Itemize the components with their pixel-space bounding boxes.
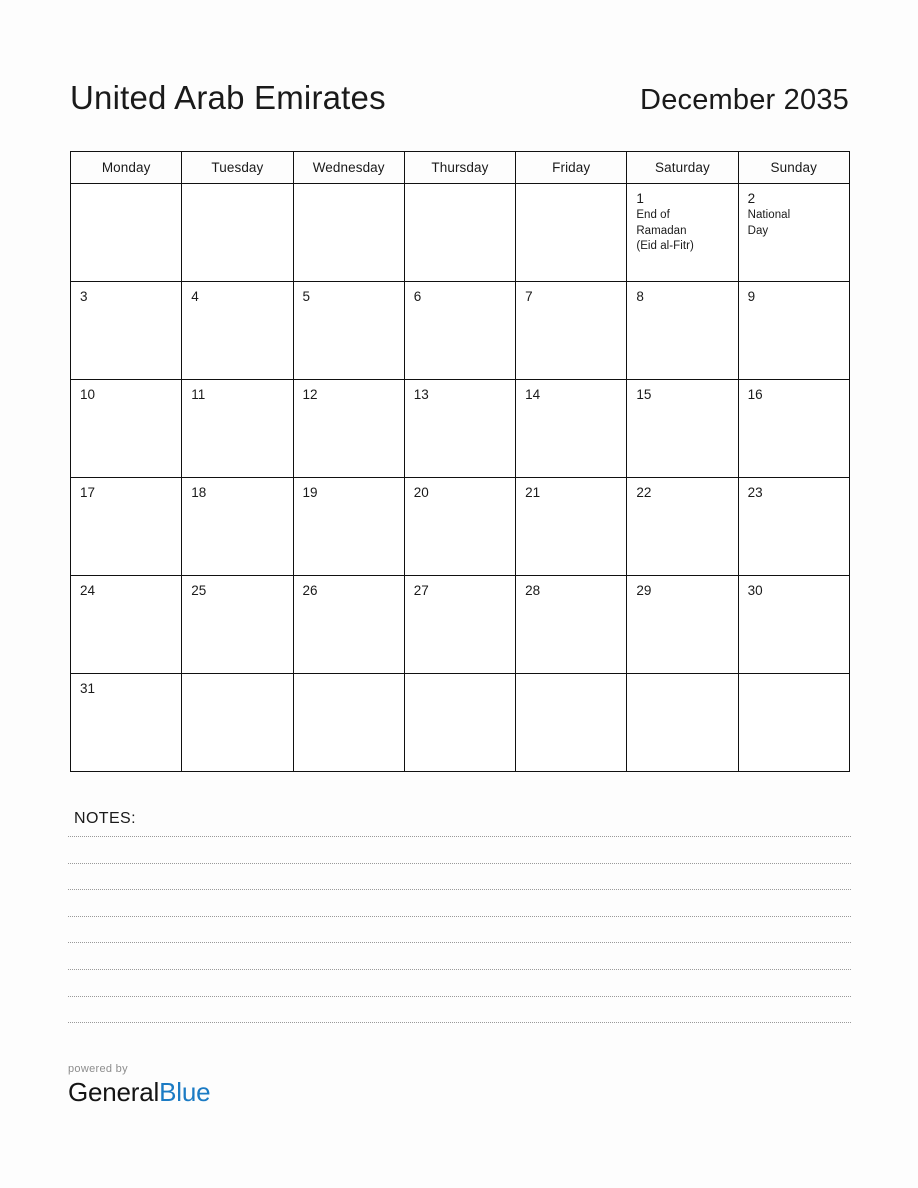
calendar-day-cell[interactable] <box>71 674 182 772</box>
holiday-event-text: End of <box>636 209 670 221</box>
notes-line[interactable] <box>68 916 851 917</box>
day-number: 21 <box>525 485 541 500</box>
holiday-event-text: (Eid al-Fitr) <box>636 240 694 252</box>
weekday-header-monday: Monday <box>71 152 182 184</box>
brand-name <box>68 1077 210 1107</box>
powered-by-label: powered by <box>68 1063 128 1075</box>
day-number: 8 <box>636 289 644 304</box>
day-number: 27 <box>413 583 429 598</box>
day-number: 5 <box>302 289 311 304</box>
day-number: 23 <box>747 485 763 500</box>
calendar-day-cell[interactable] <box>738 184 849 282</box>
notes-line[interactable] <box>68 889 851 890</box>
calendar-day-cell[interactable] <box>182 576 293 674</box>
calendar-day-cell[interactable] <box>738 478 849 576</box>
weekday-header-friday: Friday <box>516 152 627 184</box>
calendar-day-cell-empty <box>293 674 404 772</box>
calendar-week-row <box>71 576 850 674</box>
notes-label: NOTES: <box>74 810 136 827</box>
brand-name-second: Blue <box>159 1077 211 1107</box>
calendar-day-cell[interactable] <box>71 478 182 576</box>
day-number: 22 <box>636 485 652 500</box>
calendar-day-cell[interactable] <box>293 576 404 674</box>
day-number: 3 <box>80 289 88 304</box>
day-number: 20 <box>413 485 429 500</box>
calendar-day-cell-empty <box>404 674 515 772</box>
calendar-day-cell[interactable] <box>404 576 515 674</box>
weekday-header-row <box>71 152 850 184</box>
calendar-week-row <box>71 282 850 380</box>
calendar-day-cell[interactable] <box>404 478 515 576</box>
day-number: 7 <box>525 289 533 304</box>
weekday-header-sunday: Sunday <box>738 152 849 184</box>
calendar-day-cell-empty <box>71 184 182 282</box>
calendar-day-cell-empty <box>738 674 849 772</box>
calendar-day-cell[interactable] <box>627 478 738 576</box>
calendar-day-cell[interactable] <box>182 282 293 380</box>
calendar-day-cell[interactable] <box>738 576 849 674</box>
day-number: 25 <box>191 583 207 598</box>
weekday-header-saturday: Saturday <box>627 152 738 184</box>
calendar-day-cell[interactable] <box>293 282 404 380</box>
calendar-week-row <box>71 674 850 772</box>
day-number: 30 <box>747 583 763 598</box>
calendar-grid <box>70 151 850 772</box>
day-number: 13 <box>413 387 429 402</box>
footer-logo <box>68 1063 210 1107</box>
day-number: 17 <box>80 485 96 500</box>
calendar-day-cell-empty <box>293 184 404 282</box>
day-number: 15 <box>636 387 652 402</box>
notes-line[interactable] <box>68 836 851 837</box>
calendar-day-cell[interactable] <box>627 184 738 282</box>
day-number: 26 <box>302 583 318 598</box>
day-number: 14 <box>525 387 541 402</box>
calendar-day-cell-empty <box>627 674 738 772</box>
calendar-day-cell-empty <box>182 674 293 772</box>
weekday-header-thursday: Thursday <box>404 152 515 184</box>
calendar-day-cell-empty <box>516 184 627 282</box>
calendar-day-cell[interactable] <box>293 380 404 478</box>
page-header <box>70 78 849 126</box>
notes-line[interactable] <box>68 996 851 997</box>
calendar-day-cell[interactable] <box>627 380 738 478</box>
calendar-day-cell[interactable] <box>404 282 515 380</box>
calendar-day-cell[interactable] <box>71 576 182 674</box>
calendar-day-cell[interactable] <box>627 576 738 674</box>
day-number: 2 <box>747 191 756 206</box>
calendar-day-cell-empty <box>182 184 293 282</box>
calendar-week-row <box>71 380 850 478</box>
calendar-day-cell[interactable] <box>182 380 293 478</box>
calendar-day-cell[interactable] <box>516 478 627 576</box>
calendar-day-cell[interactable] <box>516 576 627 674</box>
calendar-day-cell[interactable] <box>71 380 182 478</box>
weekday-header-tuesday: Tuesday <box>182 152 293 184</box>
day-number: 4 <box>191 289 199 304</box>
day-number: 9 <box>747 289 756 304</box>
calendar-day-cell[interactable] <box>627 282 738 380</box>
calendar-day-cell[interactable] <box>182 478 293 576</box>
calendar-body <box>71 184 850 772</box>
notes-line[interactable] <box>68 969 851 970</box>
calendar-day-cell[interactable] <box>738 380 849 478</box>
weekday-header-wednesday: Wednesday <box>293 152 404 184</box>
calendar-day-cell[interactable] <box>71 282 182 380</box>
day-number: 29 <box>636 583 652 598</box>
notes-lines[interactable] <box>68 836 851 1049</box>
holiday-event-text: Day <box>747 224 769 237</box>
notes-line[interactable] <box>68 1022 851 1023</box>
calendar-day-cell[interactable] <box>738 282 849 380</box>
day-number: 1 <box>636 191 644 206</box>
day-number: 12 <box>302 387 318 402</box>
holiday-event-text: Ramadan <box>636 224 687 237</box>
calendar-week-row <box>71 184 850 282</box>
day-number: 18 <box>191 485 207 500</box>
holiday-event-text: National <box>747 209 791 221</box>
calendar-day-cell-empty <box>404 184 515 282</box>
day-number: 16 <box>747 387 763 402</box>
notes-line[interactable] <box>68 942 851 943</box>
calendar-day-cell[interactable] <box>404 380 515 478</box>
month-year-title: December 2035 <box>640 84 849 116</box>
calendar-day-cell[interactable] <box>293 478 404 576</box>
day-number: 31 <box>80 681 96 696</box>
calendar-day-cell[interactable] <box>516 380 627 478</box>
notes-line[interactable] <box>68 863 851 864</box>
day-number: 19 <box>302 485 318 500</box>
day-number: 6 <box>413 289 422 304</box>
calendar-week-row <box>71 478 850 576</box>
calendar-day-cell[interactable] <box>516 282 627 380</box>
page-title: United Arab Emirates <box>70 79 386 116</box>
day-number: 10 <box>80 387 96 402</box>
day-number: 28 <box>525 583 541 598</box>
day-number: 11 <box>191 387 206 402</box>
calendar-day-cell-empty <box>516 674 627 772</box>
brand-name-first: General <box>68 1077 160 1107</box>
day-number: 24 <box>80 583 96 598</box>
